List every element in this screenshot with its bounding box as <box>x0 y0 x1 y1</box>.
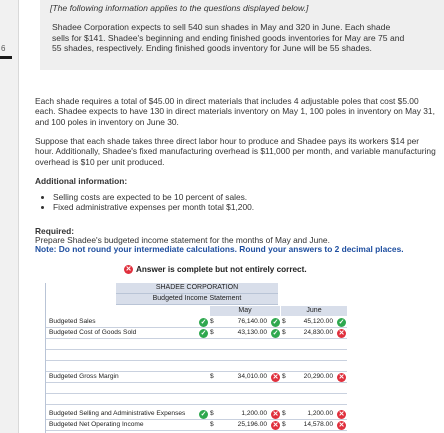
incorrect-icon: ✕ <box>272 421 279 429</box>
info-intro: [The following information applies to the questions displayed below.] <box>50 3 309 13</box>
may-cogs-cell[interactable] <box>210 328 280 338</box>
left-nav-strip <box>0 0 19 433</box>
check-icon: ✓ <box>272 318 279 326</box>
june-sales-cell[interactable] <box>282 317 346 327</box>
check-icon: ✓ <box>200 411 207 418</box>
currency-symbol: $ <box>282 421 286 428</box>
incorrect-icon: ✕ <box>338 329 345 337</box>
table-row <box>46 394 347 405</box>
incorrect-icon: ✕ <box>338 421 345 429</box>
may-gross-margin-cell[interactable] <box>210 372 280 382</box>
currency-symbol: $ <box>282 373 286 380</box>
currency-symbol: $ <box>210 329 214 336</box>
column-header-june: June <box>281 306 347 316</box>
row-label: Budgeted Selling and Administrative Expenses <box>49 410 186 417</box>
june-gross-margin-cell[interactable] <box>282 372 346 382</box>
table-row <box>46 361 347 372</box>
rounding-note: Note: Do not round your intermediate calculations. Round your answers to 2 decimal places. <box>35 244 404 254</box>
incorrect-icon: ✕ <box>338 410 345 418</box>
june-sales-value[interactable]: 45,120.00 <box>303 318 333 325</box>
incorrect-icon: ✕ <box>125 266 132 273</box>
active-question-indicator <box>0 56 12 59</box>
table-row <box>46 317 347 328</box>
additional-info-heading: Additional information: <box>35 176 128 186</box>
list-item: • Fixed administrative expenses per month total $1,200. <box>53 202 254 212</box>
may-gross-margin-value[interactable]: 34,010.00 <box>237 373 267 380</box>
check-icon: ✓ <box>272 329 279 337</box>
currency-symbol: $ <box>282 410 286 417</box>
problem-paragraph-1: Each shade requires a total of $45.00 in direct materials that includes 4 adjustable poles that cost $5.00 each. Shadee expects to have 130 in direct materials inventory on May 1, 100 poles in inventory on May 31, and 100 poles in inventory on June 30. <box>35 96 435 127</box>
may-sga-value[interactable]: 1,200.00 <box>241 410 267 417</box>
required-heading: Required: <box>35 226 75 236</box>
incorrect-icon: ✕ <box>272 410 279 418</box>
may-sga-cell[interactable] <box>210 409 280 419</box>
incorrect-icon: ✕ <box>272 373 279 381</box>
currency-symbol: $ <box>282 318 286 325</box>
june-sga-value[interactable]: 1,200.00 <box>307 410 333 417</box>
table-row <box>46 420 347 431</box>
answer-status-text: Answer is complete but not entirely correct. <box>136 265 307 274</box>
june-cogs-value[interactable]: 24,830.00 <box>303 329 333 336</box>
june-net-income-cell[interactable] <box>282 420 346 430</box>
company-name: SHADEE CORPORATION <box>116 283 278 294</box>
row-label: Budgeted Gross Margin <box>49 373 119 380</box>
may-net-income-value[interactable]: 25,196.00 <box>237 421 267 428</box>
check-icon: ✓ <box>200 330 207 337</box>
question-number: 6 <box>1 44 6 53</box>
june-sga-cell[interactable] <box>282 409 346 419</box>
table-row <box>46 383 347 394</box>
currency-symbol: $ <box>282 329 286 336</box>
statement-title: Budgeted Income Statement <box>116 294 278 305</box>
june-cogs-cell[interactable] <box>282 328 346 338</box>
june-net-income-value[interactable]: 14,578.00 <box>303 421 333 428</box>
info-panel <box>40 0 444 70</box>
row-label: Budgeted Cost of Goods Sold <box>49 329 137 336</box>
may-cogs-value[interactable]: 43,130.00 <box>237 329 267 336</box>
table-row <box>46 409 347 420</box>
may-sales-value[interactable]: 76,140.00 <box>237 318 267 325</box>
check-icon: ✓ <box>200 319 207 326</box>
list-item: • Selling costs are expected to be 10 percent of sales. <box>53 192 254 202</box>
answer-status <box>124 265 307 274</box>
row-label: Budgeted Sales <box>49 318 96 325</box>
table-row <box>46 372 347 383</box>
table-row <box>46 339 347 350</box>
currency-symbol: $ <box>210 410 214 417</box>
currency-symbol: $ <box>210 421 214 428</box>
currency-symbol: $ <box>210 373 214 380</box>
check-icon: ✓ <box>338 318 345 326</box>
info-paragraph: Shadee Corporation expects to sell 540 sun shades in May and 320 in June. Each shade sells for $141. Shadee's beginning and ending finished goods inventories for May are 75 and 55 shades, respectively. Ending finished goods inventory for June will be 55 shades. <box>52 22 405 54</box>
income-statement-table <box>45 283 348 433</box>
june-gross-margin-value[interactable]: 20,290.00 <box>303 373 333 380</box>
table-row <box>46 328 347 339</box>
may-sales-cell[interactable] <box>210 317 280 327</box>
problem-paragraph-2: Suppose that each shade takes three direct labor hour to produce and Shadee pays its workers $14 per hour. Additionally, Shadee's fixed manufacturing overhead is $11,000 per month, and variable manufacturing overhead is $10 per unit produced. <box>35 136 436 167</box>
column-header-may: May <box>210 306 280 316</box>
required-text: Prepare Shadee's budgeted income statement for the months of May and June. <box>35 235 330 245</box>
incorrect-icon: ✕ <box>338 373 345 381</box>
row-label: Budgeted Net Operating Income <box>49 421 144 428</box>
currency-symbol: $ <box>210 318 214 325</box>
table-row <box>46 350 347 361</box>
may-net-income-cell[interactable] <box>210 420 280 430</box>
additional-info-list <box>35 192 254 213</box>
